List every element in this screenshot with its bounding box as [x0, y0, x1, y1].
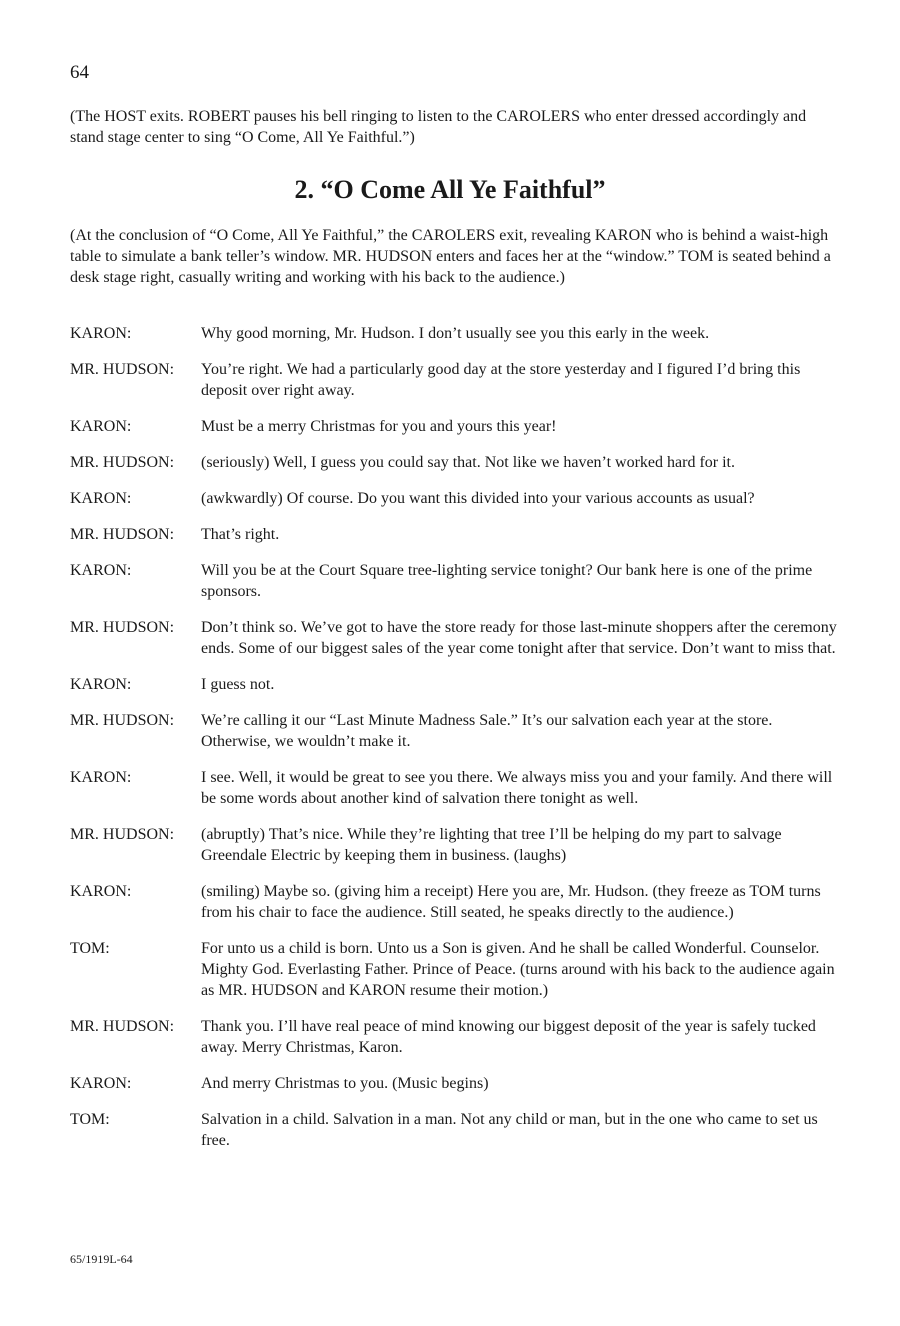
dialogue-line — [70, 323, 845, 344]
dialogue-line — [70, 560, 845, 602]
stage-direction-intro: (The HOST exits. ROBERT pauses his bell ringing to listen to the CAROLERS who enter dressed accordingly and stand stage center to sing “O Come, All Ye Faithful.”) — [70, 108, 807, 146]
dialogue-line — [70, 1109, 845, 1151]
song-title: 2. “O Come All Ye Faithful” — [294, 175, 606, 204]
dialogue-line — [70, 524, 845, 545]
dialogue-line — [70, 416, 845, 437]
speaker-name: KARON: — [70, 883, 132, 900]
speaker-name: MR. HUDSON: — [70, 1018, 175, 1035]
dialogue-line — [70, 452, 845, 473]
dialogue-line — [70, 1016, 845, 1058]
speaker-name: MR. HUDSON: — [70, 526, 175, 543]
speech-text: I see. Well, it would be great to see you there. We always miss you and your family. And there will be some words about another kind of salvation there tonight as well. — [201, 769, 833, 807]
speech-text: We’re calling it our “Last Minute Madness Sale.” It’s our salvation each year at the store. Otherwise, we wouldn’t make it. — [201, 712, 773, 750]
speech-text: (abruptly) That’s nice. While they’re lighting that tree I’ll be helping do my part to salvage Greendale Electric by keeping them in business. (laughs) — [201, 826, 782, 864]
dialogue-line — [70, 767, 845, 809]
speech-text: Must be a merry Christmas for you and yours this year! — [201, 418, 557, 435]
speaker-name: KARON: — [70, 562, 132, 579]
speech-text: For unto us a child is born. Unto us a Son is given. And he shall be called Wonderful. Counselor. Mighty God. Everlasting Father. Prince of Peace. (turns around with his back to the audience again as MR. HUDSON and KARON resume their motion.) — [201, 940, 835, 999]
dialogue-line — [70, 881, 845, 923]
dialogue-list — [70, 323, 845, 1166]
speaker-name: MR. HUDSON: — [70, 454, 175, 471]
speech-text: Thank you. I’ll have real peace of mind knowing our biggest deposit of the year is safely tucked away. Merry Christmas, Karon. — [201, 1018, 816, 1056]
dialogue-line — [70, 710, 845, 752]
speaker-name: MR. HUDSON: — [70, 361, 175, 378]
speaker-name: KARON: — [70, 1075, 132, 1092]
speaker-name: KARON: — [70, 325, 132, 342]
dialogue-line — [70, 488, 845, 509]
speaker-name: KARON: — [70, 676, 132, 693]
speaker-name: KARON: — [70, 490, 132, 507]
speaker-name: MR. HUDSON: — [70, 712, 175, 729]
speech-text: I guess not. — [201, 676, 275, 693]
speech-text: Don’t think so. We’ve got to have the store ready for those last-minute shoppers after the ceremony ends. Some of our biggest sales of the year come tonight after that service. Don’t want to miss that. — [201, 619, 837, 657]
dialogue-line — [70, 617, 845, 659]
dialogue-line — [70, 359, 845, 401]
dialogue-line — [70, 938, 845, 1001]
footer-code: 65/1919L-64 — [70, 1252, 133, 1266]
speech-text: You’re right. We had a particularly good day at the store yesterday and I figured I’d bring this deposit over right away. — [201, 361, 801, 399]
dialogue-line — [70, 674, 845, 695]
speech-text: Will you be at the Court Square tree-lighting service tonight? Our bank here is one of the prime sponsors. — [201, 562, 813, 600]
speaker-name: MR. HUDSON: — [70, 619, 175, 636]
dialogue-line — [70, 824, 845, 866]
speaker-name: KARON: — [70, 418, 132, 435]
speech-text: That’s right. — [201, 526, 280, 543]
speech-text: And merry Christmas to you. (Music begins) — [201, 1075, 489, 1092]
stage-direction-after-song: (At the conclusion of “O Come, All Ye Faithful,” the CAROLERS exit, revealing KARON who is behind a waist-high table to simulate a bank teller’s window. MR. HUDSON enters and faces her at the “window.” TOM is seated behind a desk stage right, casually writing and working with his back to the audience.) — [70, 227, 831, 286]
page-number: 64 — [70, 62, 89, 83]
speaker-name: MR. HUDSON: — [70, 826, 175, 843]
speech-text: Why good morning, Mr. Hudson. I don’t usually see you this early in the week. — [201, 325, 710, 342]
speech-text: Salvation in a child. Salvation in a man. Not any child or man, but in the one who came to set us free. — [201, 1111, 818, 1149]
dialogue-line — [70, 1073, 845, 1094]
speech-text: (seriously) Well, I guess you could say that. Not like we haven’t worked hard for it. — [201, 454, 735, 471]
speaker-name: TOM: — [70, 940, 110, 957]
speech-text: (smiling) Maybe so. (giving him a receipt) Here you are, Mr. Hudson. (they freeze as TOM turns from his chair to face the audience. Still seated, he speaks directly to the audience.) — [201, 883, 821, 921]
speaker-name: TOM: — [70, 1111, 110, 1128]
speech-text: (awkwardly) Of course. Do you want this divided into your various accounts as usual? — [201, 490, 755, 507]
speaker-name: KARON: — [70, 769, 132, 786]
